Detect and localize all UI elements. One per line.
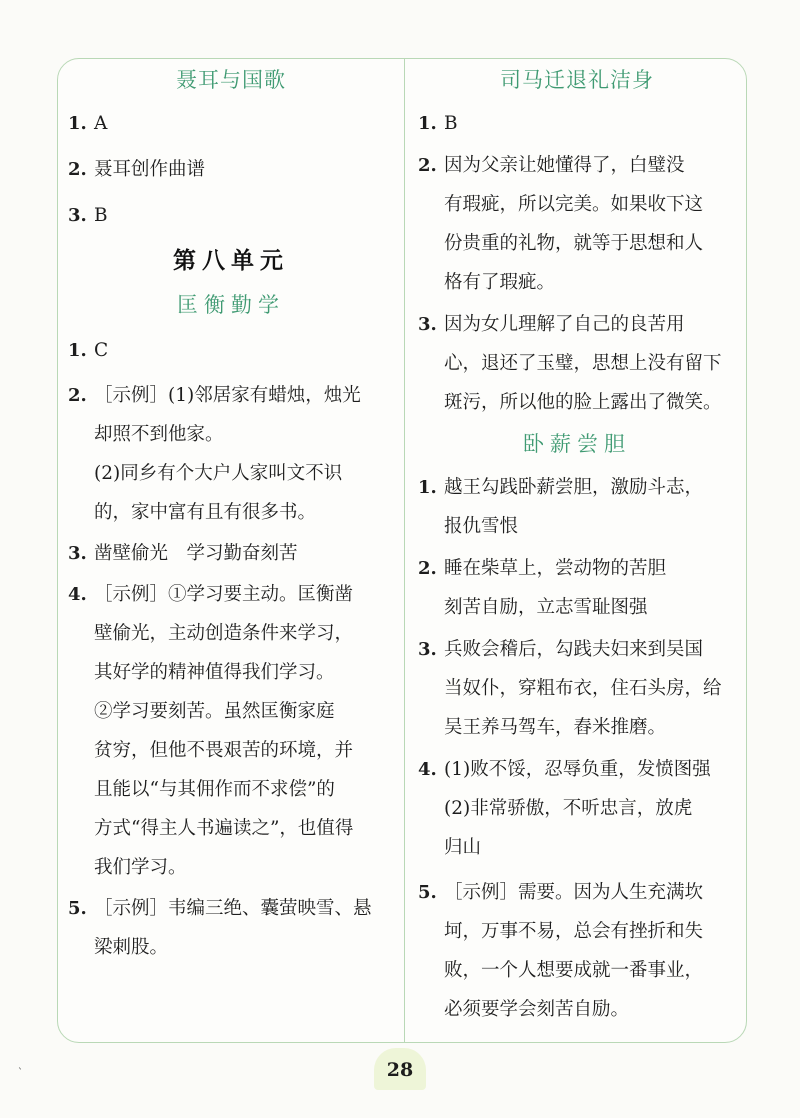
item-number: 2. [418, 155, 437, 176]
item-number: 1. [68, 113, 87, 134]
item-number: 4. [418, 759, 437, 780]
answer-line: 坷，万事不易，总会有挫折和失 [444, 921, 704, 942]
answer-line: (1)败不馁，忍辱负重，发愤图强 [444, 759, 711, 780]
answer-line: 格有了瑕疵。 [444, 272, 556, 293]
answer-item [412, 630, 742, 747]
answer-text: B [444, 113, 458, 134]
answer-line: ［示例］需要。因为人生充满坎 [444, 882, 704, 903]
answer-line: ②学习要刻苦。虽然匡衡家庭 [94, 701, 335, 722]
answer-line: 必须要学会刻苦自励。 [444, 999, 630, 1020]
left-column [62, 58, 400, 967]
answer-item [412, 549, 742, 627]
answer-line: 贫穷，但他不畏艰苦的环境，并 [94, 740, 354, 761]
answer-item [62, 376, 400, 532]
section-title-nie-er: 聂耳与国歌 [176, 68, 286, 92]
answer-line: 却照不到他家。 [94, 424, 224, 445]
item-number: 3. [68, 205, 87, 226]
answer-line: 且能以“与其佣作而不求偿”的 [94, 779, 335, 800]
answer-item [62, 150, 400, 189]
scan-speck: ` [18, 1068, 23, 1079]
answer-item [412, 873, 742, 1029]
answer-line: 睡在柴草上，尝动物的苦胆 [444, 558, 667, 579]
answer-line: (2)非常骄傲，不听忠言，放虎 [444, 798, 693, 819]
section-title-sima-qian: 司马迁退礼洁身 [500, 68, 654, 92]
answer-line: 斑污，所以他的脸上露出了微笑。 [444, 392, 722, 413]
answer-item [412, 305, 742, 422]
item-number: 2. [68, 385, 87, 406]
item-number: 5. [68, 898, 87, 919]
answer-item [62, 104, 400, 143]
answer-item [412, 468, 742, 546]
answer-line: 份贵重的礼物，就等于思想和人 [444, 233, 704, 254]
answer-line: 因为女儿理解了自己的良苦用 [444, 314, 685, 335]
answer-text: 聂耳创作曲谱 [94, 159, 206, 180]
answer-item [62, 575, 400, 887]
item-number: 1. [418, 477, 437, 498]
answer-item [62, 196, 400, 235]
answer-item [62, 889, 400, 967]
answer-line: 报仇雪恨 [444, 516, 519, 537]
column-divider [404, 58, 405, 1043]
answer-line: 其好学的精神值得我们学习。 [94, 662, 335, 683]
answer-line: 我们学习。 [94, 857, 187, 878]
item-number: 2. [418, 558, 437, 579]
answer-item [412, 104, 742, 143]
answer-line: 兵败会稽后，勾践夫妇来到吴国 [444, 639, 704, 660]
answer-line: ［示例］(1)邻居家有蜡烛，烛光 [94, 385, 361, 406]
answer-text: 凿壁偷光 学习勤奋刻苦 [94, 543, 298, 564]
item-number: 1. [68, 340, 87, 361]
answer-line: 刻苦自励，立志雪耻图强 [444, 597, 648, 618]
answer-line: 吴王养马驾车，舂米推磨。 [444, 717, 667, 738]
item-number: 5. [418, 882, 437, 903]
item-number: 3. [418, 314, 437, 335]
answer-line: 越王勾践卧薪尝胆，激励斗志， [444, 477, 704, 498]
answer-line: 归山 [444, 837, 482, 858]
answer-item [62, 534, 400, 573]
unit-title: 第八单元 [173, 248, 289, 274]
item-number: 1. [418, 113, 437, 134]
item-number: 3. [418, 639, 437, 660]
item-number: 3. [68, 543, 87, 564]
answer-line: 心，退还了玉璧，思想上没有留下 [444, 353, 722, 374]
answer-text: A [94, 113, 108, 134]
answer-line: ［示例］①学习要主动。匡衡凿 [94, 584, 354, 605]
right-column [412, 58, 742, 1029]
answer-text: C [94, 340, 109, 361]
page-number: 28 [374, 1048, 426, 1090]
answer-item [62, 331, 400, 370]
item-number: 2. [68, 159, 87, 180]
answer-line: 有瑕疵，所以完美。如果收下这 [444, 194, 704, 215]
answer-line: (2)同乡有个大户人家叫文不识 [94, 463, 343, 484]
answer-text: B [94, 205, 108, 226]
answer-line: ［示例］韦编三绝、囊萤映雪、悬 [94, 898, 372, 919]
answer-line: 的，家中富有且有很多书。 [94, 502, 317, 523]
section-title-wo-xin: 卧薪尝胆 [523, 432, 631, 456]
answer-line: 因为父亲让她懂得了，白璧没 [444, 155, 685, 176]
answer-line: 败，一个人想要成就一番事业， [444, 960, 704, 981]
answer-line: 壁偷光，主动创造条件来学习， [94, 623, 354, 644]
item-number: 4. [68, 584, 87, 605]
answer-line: 当奴仆，穿粗布衣，住石头房，给 [444, 678, 722, 699]
answer-item [412, 750, 742, 867]
section-title-kuang-heng: 匡衡勤学 [177, 293, 285, 317]
answer-item [412, 146, 742, 302]
answer-line: 梁刺股。 [94, 937, 169, 958]
answer-line: 方式“得主人书遍读之”，也值得 [94, 818, 354, 839]
